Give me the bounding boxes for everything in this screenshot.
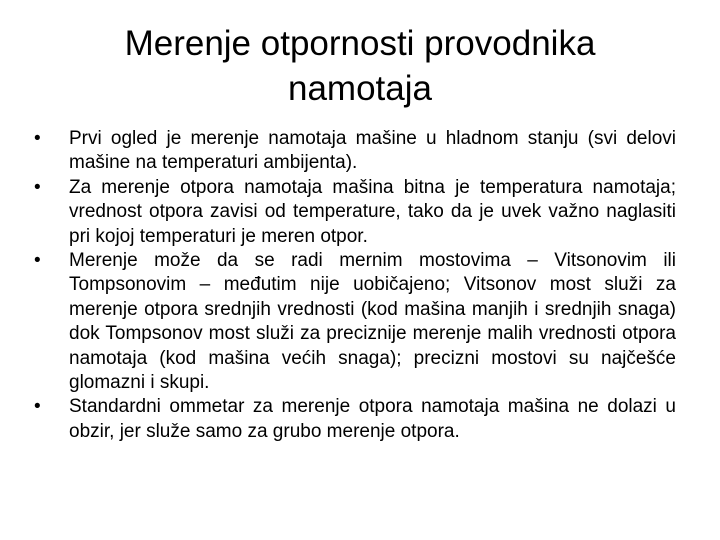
bullet-item [34,249,676,395]
bullet-text: Merenje može da se radi mernim mostovima – Vitsonovim ili Tompsonovim – međutim nije uobičajeno; Vitsonov most služi za merenje otpora srednjih vrednosti (kod mašina manjih i srednjih snaga) dok Tompsonov most služi za preciznije merenje malih vrednosti otpora namotaja (kod mašina većih snaga); precizni mostovi su najčešće glomazni i skupi. [69,250,676,394]
bullet-list [34,127,676,444]
slide-title-line-2: namotaja [288,68,432,108]
bullet-text: Prvi ogled je merenje namotaja mašine u hladnom stanju (svi delovi mašine na temperaturi ambijenta). [69,128,676,174]
bullet-item [34,176,676,249]
bullet-dot-icon: • [34,250,41,272]
bullet-dot-icon: • [34,396,41,418]
bullet-dot-icon: • [34,128,41,149]
bullet-item [34,127,676,176]
slide-title-line-1: Merenje otpornosti provodnika [124,24,596,63]
bullet-item [34,395,676,444]
slide-title [60,22,660,112]
bullet-text: Standardni ommetar za merenje otpora namotaja mašina ne dolazi u obzir, jer služe samo za grubo merenje otpora. [69,396,676,442]
bullet-text: Za merenje otpora namotaja mašina bitna je temperatura namotaja; vrednost otpora zavisi od temperature, tako da je uvek važno naglasiti pri kojoj temperaturi je meren otpor. [69,176,676,247]
bullet-dot-icon: • [34,176,41,198]
